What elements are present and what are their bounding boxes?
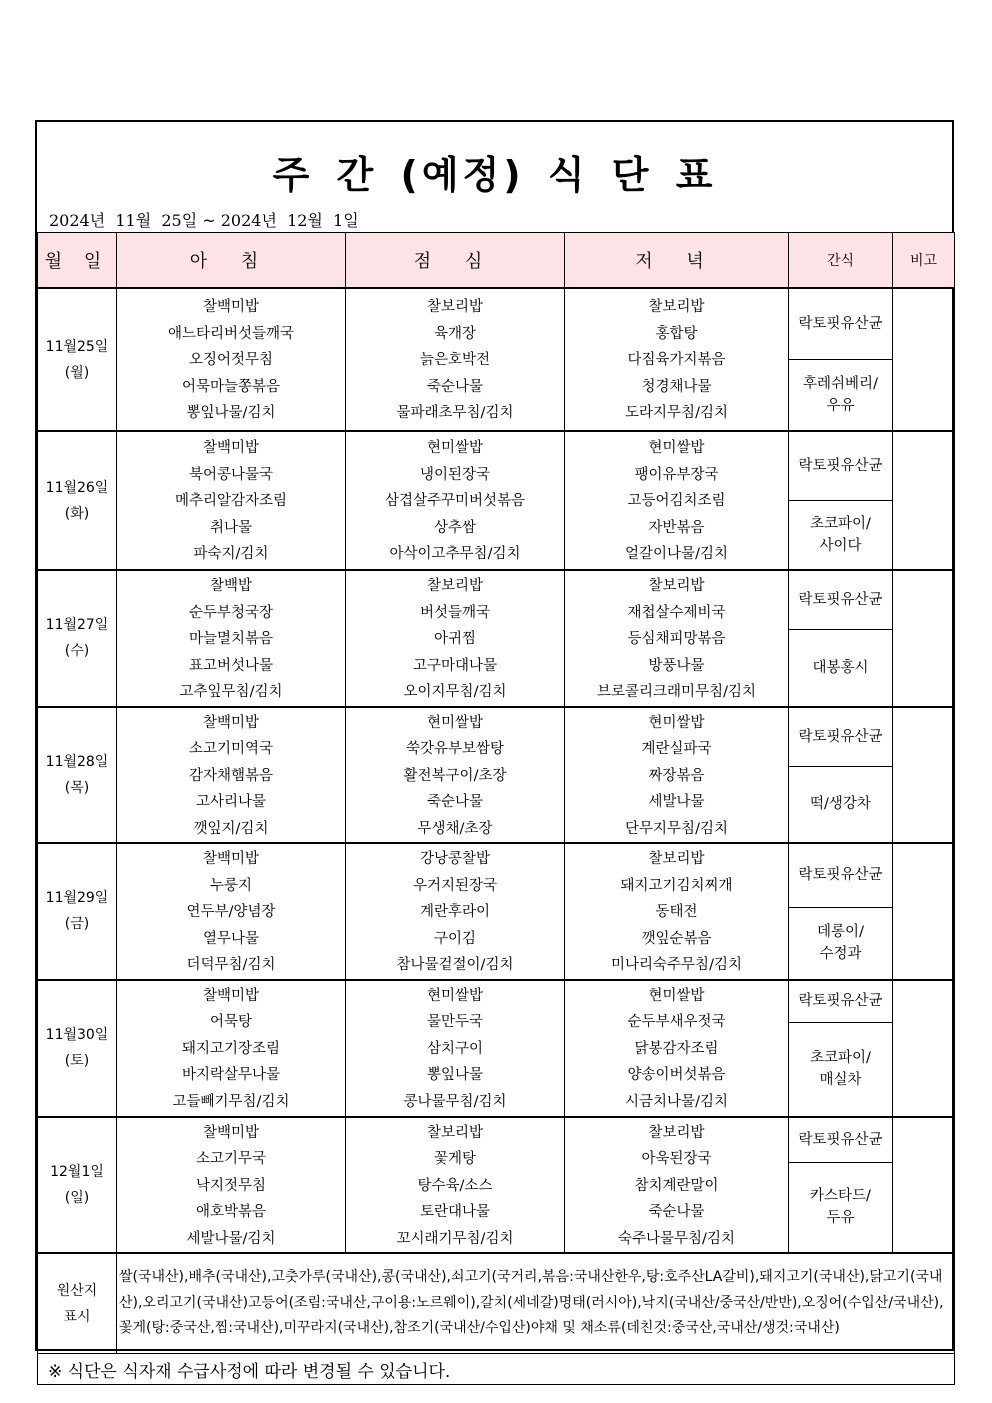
dinner-cell (565, 431, 789, 570)
lunch-cell (346, 570, 565, 707)
menu-item: 어묵탕 (209, 1014, 253, 1031)
remarks-cell (893, 288, 955, 431)
menu-item: 아삭이고추무침/김치 (389, 546, 521, 563)
menu-item: 찰보리밥 (648, 851, 705, 867)
header-snack: 간식 (789, 233, 893, 289)
day-row (38, 1117, 955, 1163)
date-label: 11월26일 (45, 479, 109, 496)
menu-item: 꼬시래기무침/김치 (396, 1230, 514, 1247)
breakfast-cell (117, 707, 346, 844)
menu-item: 현미쌀밥 (648, 987, 705, 1004)
menu-item: 다짐육가지볶음 (627, 352, 726, 369)
menu-item: 소고기무국 (195, 1151, 267, 1167)
menu-item: 열무나물 (202, 930, 260, 947)
snack-item: 카스타드/ 두유 (789, 1162, 893, 1253)
menu-item: 늙은호박전 (419, 352, 491, 369)
header-dinner: 저 녁 (565, 233, 789, 289)
snack-item: 데롱이/ 수정과 (789, 907, 893, 979)
menu-item: 깻잎순볶음 (641, 930, 712, 947)
header-remarks: 비고 (893, 233, 955, 289)
menu-item: 냉이된장국 (419, 466, 491, 483)
date-label: 11월30일 (45, 1027, 109, 1043)
menu-item: 계란실파국 (641, 741, 712, 757)
menu-item: 양송이버섯볶음 (627, 1067, 726, 1084)
menu-item: 감자채햄볶음 (188, 767, 274, 784)
menu-item: 꽃게탕 (433, 1151, 477, 1167)
menu-item: 찰백미밥 (202, 1124, 260, 1141)
dinner-cell (565, 288, 789, 431)
menu-item: 계란후라이 (419, 904, 491, 920)
menu-item: 파숙지/김치 (193, 546, 269, 563)
menu-item: 낙지젓무침 (195, 1177, 267, 1194)
remarks-cell (893, 843, 955, 980)
menu-item: 현미쌀밥 (426, 987, 484, 1004)
origin-row (38, 1253, 955, 1354)
menu-item: 동태전 (655, 904, 698, 920)
menu-item: 뽕잎나물/김치 (186, 405, 276, 422)
day-row (38, 980, 955, 1023)
menu-item: 강낭콩찰밥 (419, 851, 491, 867)
weekday-label: (일) (64, 1189, 90, 1206)
menu-item: 고사리나물 (195, 794, 267, 810)
dinner-cell (565, 570, 789, 707)
day-date (38, 431, 117, 570)
menu-item: 바지락살무나물 (181, 1067, 281, 1084)
menu-item: 표고버섯나물 (188, 657, 274, 674)
menu-item: 연두부/양념장 (186, 904, 276, 920)
menu-item: 소고기미역국 (188, 741, 274, 757)
day-date (38, 843, 117, 980)
menu-item: 찰백미밥 (202, 299, 260, 316)
breakfast-cell (117, 288, 346, 431)
header-date: 월 일 (38, 233, 117, 289)
menu-item: 시금치나물/김치 (625, 1093, 728, 1110)
menu-item: 더덕무침/김치 (186, 957, 276, 973)
breakfast-cell (117, 570, 346, 707)
snack-item: 초코파이/ 사이다 (789, 501, 893, 571)
dinner-cell (565, 707, 789, 844)
menu-item: 찰백미밥 (202, 851, 260, 867)
weekday-label: (수) (64, 643, 90, 660)
origin-text: 쌀(국내산),배추(국내산),고춧가루(국내산),콩(국내산),쇠고기(국거리,볶음:국내산한우,탕:호주산LA갈비),돼지고기(국내산),닭고기(국내산),오리고기(국내산)고등어(조림:국내산,구이용:노르웨이),갈치(세네갈)명태(러시아),낙지(국내산/중국산/반반),오징어(수입산/국내산),꽃게(탕:중국산,찜:국내산),미꾸라지(국내산),참조기(국내산/수입산)야채 및 채소류(데친것:중국산,국내산/생것:국내산) (117, 1253, 955, 1354)
day-date (38, 707, 117, 844)
date-label: 11월29일 (45, 890, 109, 907)
menu-item: 토란대나물 (419, 1204, 491, 1220)
menu-item: 취나물 (209, 519, 253, 536)
lunch-cell (346, 1117, 565, 1254)
menu-item: 세발나물 (648, 794, 705, 810)
menu-item: 청경채나물 (641, 378, 712, 395)
remarks-cell (893, 570, 955, 707)
menu-item: 죽순나물 (426, 378, 484, 395)
menu-item: 물파래초무침/김치 (396, 405, 514, 422)
menu-item: 죽순나물 (648, 1204, 705, 1220)
dinner-cell (565, 1117, 789, 1254)
remarks-cell (893, 431, 955, 570)
menu-item: 고등어김치조림 (627, 493, 726, 510)
menu-item: 찰보리밥 (426, 1124, 484, 1141)
breakfast-cell (117, 1117, 346, 1254)
menu-item: 찰백밥 (209, 578, 253, 594)
menu-item: 깻잎지/김치 (193, 820, 269, 837)
snack-item: 락토핏유산균 (789, 570, 893, 629)
date-label: 11월27일 (45, 617, 109, 634)
snack-item: 락토핏유산균 (789, 843, 893, 907)
menu-item: 단무지무침/김치 (625, 820, 728, 837)
menu-item: 도라지무침/김치 (625, 405, 728, 422)
menu-item: 현미쌀밥 (426, 440, 484, 457)
remarks-cell (893, 707, 955, 844)
remarks-cell (893, 1117, 955, 1254)
menu-item: 홍합탕 (655, 325, 698, 342)
day-date (38, 288, 117, 431)
remarks-cell (893, 980, 955, 1117)
day-row (38, 570, 955, 629)
menu-item: 숙주나물무침/김치 (618, 1230, 735, 1247)
menu-item: 찰보리밥 (648, 1124, 705, 1141)
menu-item: 오이지무침/김치 (403, 684, 507, 700)
menu-item: 활전복구이/초장 (403, 767, 507, 784)
menu-item: 버섯들깨국 (419, 604, 491, 621)
menu-item: 구이김 (433, 930, 477, 947)
page-title: 주 간 (예정) 식 단 표 (272, 153, 717, 197)
snack-item: 락토핏유산균 (789, 288, 893, 360)
menu-item: 고추잎무침/김치 (179, 684, 283, 700)
menu-item: 무생채/초장 (417, 820, 493, 837)
snack-item: 락토핏유산균 (789, 707, 893, 767)
menu-item: 얼갈이나물/김치 (625, 546, 728, 563)
menu-item: 찰보리밥 (648, 578, 705, 594)
menu-item: 팽이유부장국 (634, 466, 719, 483)
breakfast-cell (117, 980, 346, 1117)
menu-item: 돼지고기장조림 (181, 1040, 281, 1057)
origin-label-line1: 원산지 (56, 1282, 98, 1299)
snack-item: 대봉홍시 (789, 629, 893, 707)
menu-item: 아귀찜 (433, 631, 477, 647)
dinner-cell (565, 980, 789, 1117)
day-row (38, 288, 955, 360)
menu-item: 물만두국 (426, 1014, 484, 1031)
menu-item: 죽순나물 (426, 794, 484, 810)
origin-label (38, 1253, 117, 1354)
weekday-label: (토) (64, 1053, 90, 1069)
menu-item: 미나리숙주무침/김치 (611, 957, 742, 973)
menu-item: 육개장 (433, 325, 477, 342)
header-breakfast: 아 침 (117, 233, 346, 289)
menu-item: 짜장볶음 (648, 767, 705, 784)
snack-item: 초코파이/ 매실차 (789, 1022, 893, 1117)
breakfast-cell (117, 431, 346, 570)
day-date (38, 1117, 117, 1254)
menu-item: 우거지된장국 (412, 877, 498, 894)
menu-item: 브로콜리크래미무침/김치 (597, 684, 756, 700)
snack-item: 락토핏유산균 (789, 980, 893, 1023)
snack-item: 후레쉬베리/ 우유 (789, 360, 893, 432)
day-row (38, 707, 955, 767)
menu-item: 방풍나물 (648, 657, 705, 674)
lunch-cell (346, 431, 565, 570)
menu-item: 고구마대나물 (412, 657, 498, 674)
menu-item: 현미쌀밥 (648, 714, 705, 731)
notice-row (38, 1354, 955, 1385)
day-date (38, 980, 117, 1117)
lunch-cell (346, 980, 565, 1117)
weekday-label: (화) (64, 505, 90, 522)
day-date (38, 570, 117, 707)
menu-item: 찰보리밥 (426, 299, 484, 316)
menu-item: 순두부새우젓국 (627, 1014, 726, 1031)
menu-item: 메추리알감자조림 (174, 493, 288, 510)
menu-item: 찰백미밥 (202, 987, 260, 1004)
menu-item: 애느타리버섯들깨국 (167, 325, 295, 342)
menu-item: 참치계란말이 (634, 1177, 719, 1194)
menu-item: 순두부청국장 (188, 604, 274, 621)
breakfast-cell (117, 843, 346, 980)
menu-item: 삼겹살주꾸미버섯볶음 (384, 493, 526, 510)
header-lunch: 점 심 (346, 233, 565, 289)
menu-item: 자반볶음 (648, 519, 705, 536)
menu-item: 재첩살수제비국 (627, 604, 726, 621)
date-label: 11월28일 (45, 753, 109, 770)
menu-item: 상추쌈 (433, 519, 477, 536)
menu-item: 애호박볶음 (195, 1204, 267, 1220)
dinner-cell (565, 843, 789, 980)
menu-item: 참나물겉절이/김치 (396, 957, 514, 973)
weekday-label: (월) (64, 364, 90, 381)
date-label: 11월25일 (45, 338, 109, 355)
lunch-cell (346, 843, 565, 980)
menu-item: 삼치구이 (426, 1040, 484, 1057)
date-label: 12월1일 (50, 1163, 104, 1180)
menu-item: 아욱된장국 (641, 1151, 712, 1167)
menu-item: 찰백미밥 (202, 440, 260, 457)
menu-item: 세발나물/김치 (186, 1230, 276, 1247)
menu-item: 돼지고기김치찌개 (620, 877, 733, 894)
header-row (38, 233, 955, 289)
lunch-cell (346, 288, 565, 431)
menu-item: 현미쌀밥 (648, 440, 705, 457)
snack-item: 락토핏유산균 (789, 1117, 893, 1163)
menu-item: 탕수육/소스 (417, 1177, 493, 1194)
menu-item: 누룽지 (209, 877, 253, 894)
menu-item: 마늘멸치볶음 (188, 631, 274, 647)
weekday-label: (금) (64, 916, 90, 933)
weekday-label: (목) (64, 779, 90, 796)
menu-item: 현미쌀밥 (426, 714, 484, 731)
origin-label-line2: 표시 (63, 1308, 91, 1325)
menu-item: 찰백미밥 (202, 714, 260, 731)
snack-item: 떡/생강차 (789, 766, 893, 843)
menu-item: 고들빼기무침/김치 (172, 1093, 290, 1110)
menu-item: 찰보리밥 (426, 578, 484, 594)
menu-item: 북어콩나물국 (188, 466, 274, 483)
snack-item: 락토핏유산균 (789, 431, 893, 501)
weekly-menu-table (37, 232, 955, 1385)
menu-item: 쑥갓유부보쌈탕 (405, 741, 505, 757)
menu-sheet (35, 120, 954, 1382)
menu-item: 등심채피망볶음 (627, 631, 726, 647)
menu-item: 닭봉감자조림 (634, 1040, 719, 1057)
menu-item: 뽕잎나물 (426, 1067, 484, 1084)
menu-item: 찰보리밥 (648, 299, 705, 316)
lunch-cell (346, 707, 565, 844)
notice-text: ※ 식단은 식자재 수급사정에 따라 변경될 수 있습니다. (38, 1354, 955, 1385)
day-row (38, 843, 955, 907)
day-row (38, 431, 955, 501)
menu-item: 콩나물무침/김치 (403, 1093, 507, 1110)
menu-item: 오징어젓무침 (188, 352, 274, 369)
menu-item: 어묵마늘쫑볶음 (181, 378, 281, 395)
menu-period: 2024년 11월 25일 ~ 2024년 12월 1일 (49, 211, 359, 230)
